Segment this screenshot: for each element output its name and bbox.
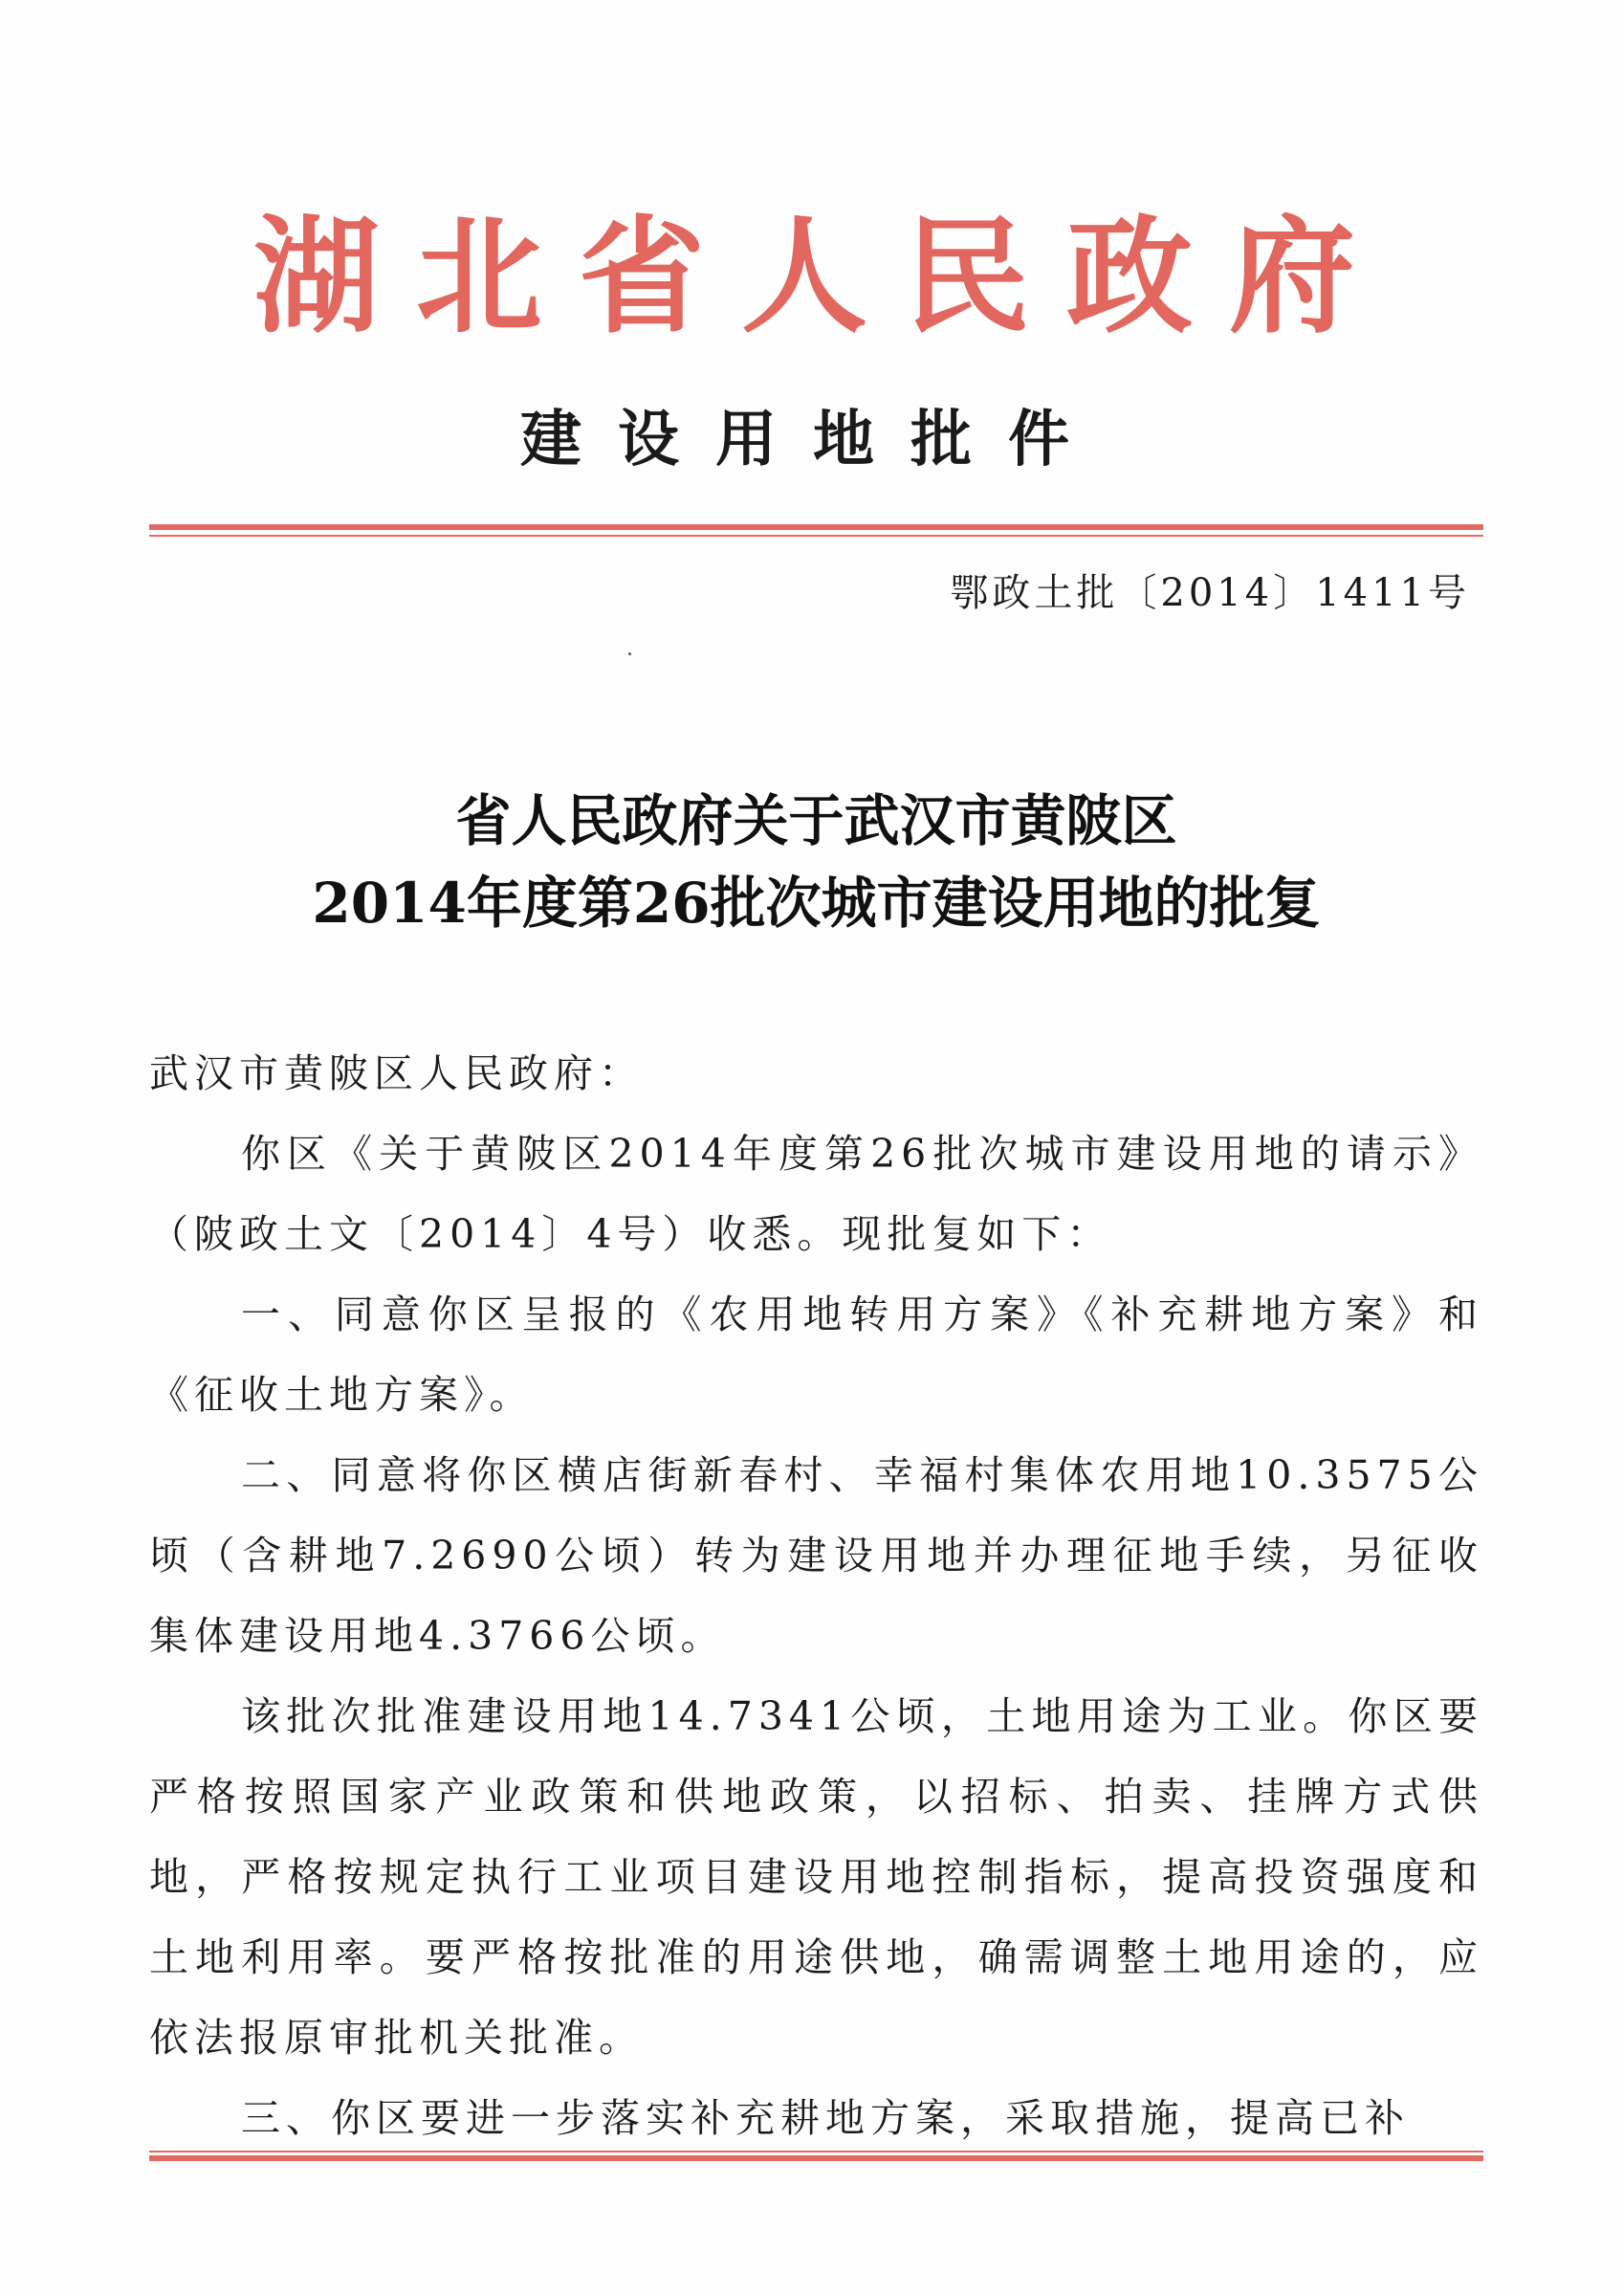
letterhead-document-type: 建设用地批件 — [520, 404, 1106, 475]
title-line-1: 省人民政府关于武汉市黄陂区 — [455, 788, 1177, 853]
salutation: 武汉市黄陂区人民政府： — [149, 1050, 644, 1096]
body-paragraph: 二、同意将你区横店街新春村、幸福村集体农用地10.3575公顷（含耕地7.2690公顷）转为建设用地并办理征地手续，另征收集体建设用地4.3766公顷。 — [149, 1452, 1483, 1659]
body-paragraph: 该批次批准建设用地14.7341公顷，土地用途为工业。你区要严格按照国家产业政策和供地政策，以招标、拍卖、挂牌方式供地，严格按规定执行工业项目建设用地控制指标，提高投资强度和土地利用率。要严格按批准的用途供地，确需调整土地用途的，应依法报原审批机关批准。 — [149, 1693, 1483, 2061]
letterhead-red-rule — [149, 524, 1483, 540]
rule-thin-line — [149, 2151, 1483, 2152]
rule-thick-line — [149, 524, 1483, 530]
body-paragraph: 三、你区要进一步落实补充耕地方案，采取措施，提高已补 — [241, 2095, 1410, 2141]
document-body — [149, 1033, 1483, 2158]
footer-red-rule — [149, 2151, 1483, 2166]
body-paragraph: 一、同意你区呈报的《农用地转用方案》《补充耕地方案》和《征收土地方案》。 — [149, 1292, 1483, 1418]
title-line-2: 2014年度第26批次城市建设用地的批复 — [312, 871, 1321, 936]
document-title — [149, 780, 1483, 944]
document-number: 鄂政土批〔2014〕1411号 — [950, 571, 1470, 615]
rule-thick-line — [149, 2155, 1483, 2161]
rule-thin-line — [149, 535, 1483, 537]
letterhead-organization: 湖北省人民政府 — [253, 203, 1392, 351]
body-paragraph: 你区《关于黄陂区2014年度第26批次城市建设用地的请示》（陂政土文〔2014〕4号）收悉。现批复如下： — [149, 1131, 1483, 1257]
scan-speck — [628, 652, 631, 655]
